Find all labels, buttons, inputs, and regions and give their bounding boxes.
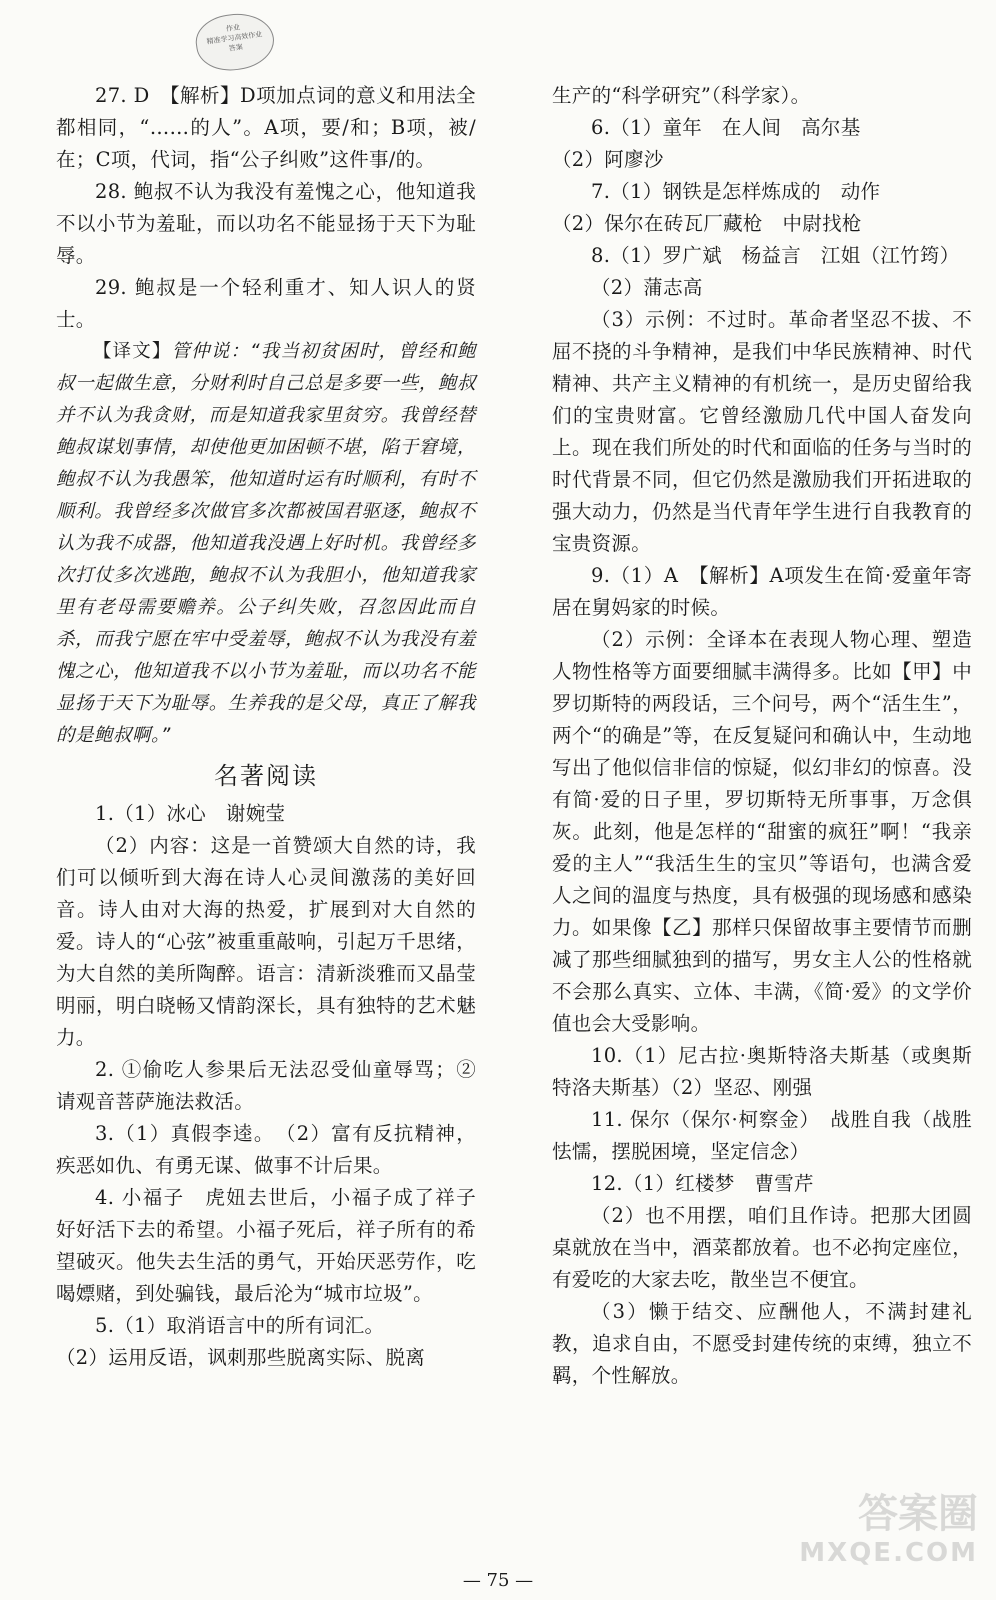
left-column	[56, 80, 476, 1374]
answer-paragraph: （2）示例：全译本在表现人物心理、塑造人物性格等方面要细腻丰满得多。比如【甲】中罗切斯特的两段话，三个问号，两个“活生生”，两个“的确是”等，在反复疑问和确认中，生动地写出了他似信非信的惊疑，似幻非幻的惊喜。没有简·爱的日子里，罗切斯特无所事事，万念俱灰。此刻，他是怎样的“甜蜜的疯狂”啊！“我亲爱的主人”“我活生生的宝贝”等语句，也满含爱人之间的温度与热度，具有极强的现场感和感染力。如果像【乙】那样只保留故事主要情节而删减了那些细腻独到的描写，男女主人公的性格就不会那么真实、立体、丰满，《简·爱》的文学价值也会大受影响。	[552, 628, 972, 1035]
translation-label: 【译文】	[93, 341, 172, 362]
answer-paragraph: （2）保尔在砖瓦厂藏枪 中尉找枪	[552, 212, 862, 235]
translation-text: 管仲说：“我当初贫困时，曾经和鲍叔一起做生意，分财利时自己总是多要一些，鲍叔并不认为我贪财，而是知道我家里贫穷。我曾经替鲍叔谋划事情，却使他更加困顿不堪，陷于窘境，鲍叔不认为我愚笨，他知道时运有时顺利，有时不顺利。我曾经多次做官多次都被国君驱逐，鲍叔不认为我不成器，他知道我没遇上好时机。我曾经多次打仗多次逃跑，鲍叔不认为我胆小，他知道我家里有老母需要赡养。公子纠失败，召忽因此而自杀，而我宁愿在牢中受羞辱，鲍叔不认为我没有羞愧之心，他知道我不以小节为羞耻，而以功名不能显扬于天下为耻辱。生养我的是父母，真正了解我的是鲍叔啊。”	[56, 341, 476, 746]
answer-paragraph: 10.（1）尼古拉·奥斯特洛夫斯基（或奥斯特洛夫斯基）（2）坚忍、刚强	[552, 1044, 972, 1099]
section-heading: 名著阅读	[214, 762, 318, 790]
seal-line: 作业	[225, 23, 241, 34]
answer-paragraph: （2）阿廖沙	[552, 148, 664, 171]
watermark-domain: MXQE.COM	[799, 1538, 978, 1568]
answer-paragraph: 3.（1）真假李逵。 （2）富有反抗精神，疾恶如仇、有勇无谋、做事不计后果。	[56, 1122, 476, 1177]
answer-paragraph: 5.（1）取消语言中的所有词汇。	[95, 1314, 385, 1337]
answer-paragraph: 29. 鲍叔是一个轻利重才、知人识人的贤士。	[56, 276, 476, 331]
right-column	[552, 80, 972, 1392]
watermark-logo	[758, 1490, 978, 1590]
answer-paragraph: （2）内容：这是一首赞颂大自然的诗，我们可以倾听到大海在诗人心灵间激荡的美好回音。诗人由对大海的热爱，扩展到对大自然的爱。诗人的“心弦”被重重敲响，引起万千思绪，为大自然的美所陶醉。语言：清新淡雅而又晶莹明丽，明白晓畅又情韵深长，具有独特的艺术魅力。	[56, 834, 476, 1049]
answer-paragraph: （2）也不用摆，咱们且作诗。把那大团圆桌就放在当中，酒菜都放着。也不必拘定座位，有爱吃的大家去吃，散坐岂不便宜。	[552, 1204, 972, 1291]
answer-paragraph: 8.（1）罗广斌 杨益言 江姐（江竹筠）	[591, 244, 960, 267]
answer-paragraph: （3）示例：不过时。革命者坚忍不拔、不屈不挠的斗争精神，是我们中华民族精神、时代精神、共产主义精神的有机统一，是历史留给我们的宝贵财富。它曾经激励几代中国人奋发向上。现在我们所处的时代和面临的任务与当时的时代背景不同，但它仍然是激励我们开拓进取的强大动力，仍然是当代青年学生进行自我教育的宝贵资源。	[552, 308, 972, 555]
answer-paragraph: 2. ①偷吃人参果后无法忍受仙童辱骂；②请观音菩萨施法救活。	[56, 1058, 476, 1113]
seal-line: 精准学习高效作业	[206, 30, 263, 46]
watermark-text: 答案圈	[858, 1491, 978, 1537]
answer-paragraph: 6.（1）童年 在人间 高尔基	[591, 116, 861, 139]
answer-paragraph: 1.（1）冰心 谢婉莹	[95, 802, 286, 825]
translation-paragraph	[56, 336, 476, 752]
answer-paragraph: 11. 保尔（保尔·柯察金） 战胜自我（战胜怯懦，摆脱困境，坚定信念）	[552, 1108, 972, 1163]
answer-paragraph: 4. 小福子 虎妞去世后，小福子成了祥子好好活下去的希望。小福子死后，祥子所有的希望破灭。他失去生活的勇气，开始厌恶劳作，吃喝嫖赌，到处骗钱，最后沦为“城市垃圾”。	[56, 1186, 476, 1305]
page-number: — 75 —	[462, 1570, 534, 1591]
answer-paragraph: （3）懒于结交、应酬他人，不满封建礼教，追求自由，不愿受封建传统的束缚，独立不羁，个性解放。	[552, 1300, 972, 1387]
seal-line: 答案	[228, 43, 244, 53]
answer-paragraph: （2）蒲志高	[591, 276, 703, 299]
answer-paragraph: 7.（1）钢铁是怎样炼成的 动作	[591, 180, 881, 203]
answer-paragraph: 9.（1）A 【解析】A项发生在简·爱童年寄居在舅妈家的时候。	[552, 564, 972, 619]
answer-paragraph: 12.（1）红楼梦 曹雪芹	[591, 1172, 814, 1195]
answer-paragraph: 28. 鲍叔不认为我没有羞愧之心，他知道我不以小节为羞耻，而以功名不能显扬于天下为耻辱。	[56, 180, 476, 267]
answer-paragraph: 生产的“科学研究”（科学家）。	[552, 84, 811, 107]
answer-paragraph: 27. D 【解析】D项加点词的意义和用法全都相同，“……的人”。A项，要/和；B项，被/在；C项，代词，指“公子纠败”这件事/的。	[56, 84, 476, 171]
answer-paragraph: （2）运用反语，讽刺那些脱离实际、脱离	[56, 1346, 426, 1369]
seal-stamp	[192, 9, 277, 75]
